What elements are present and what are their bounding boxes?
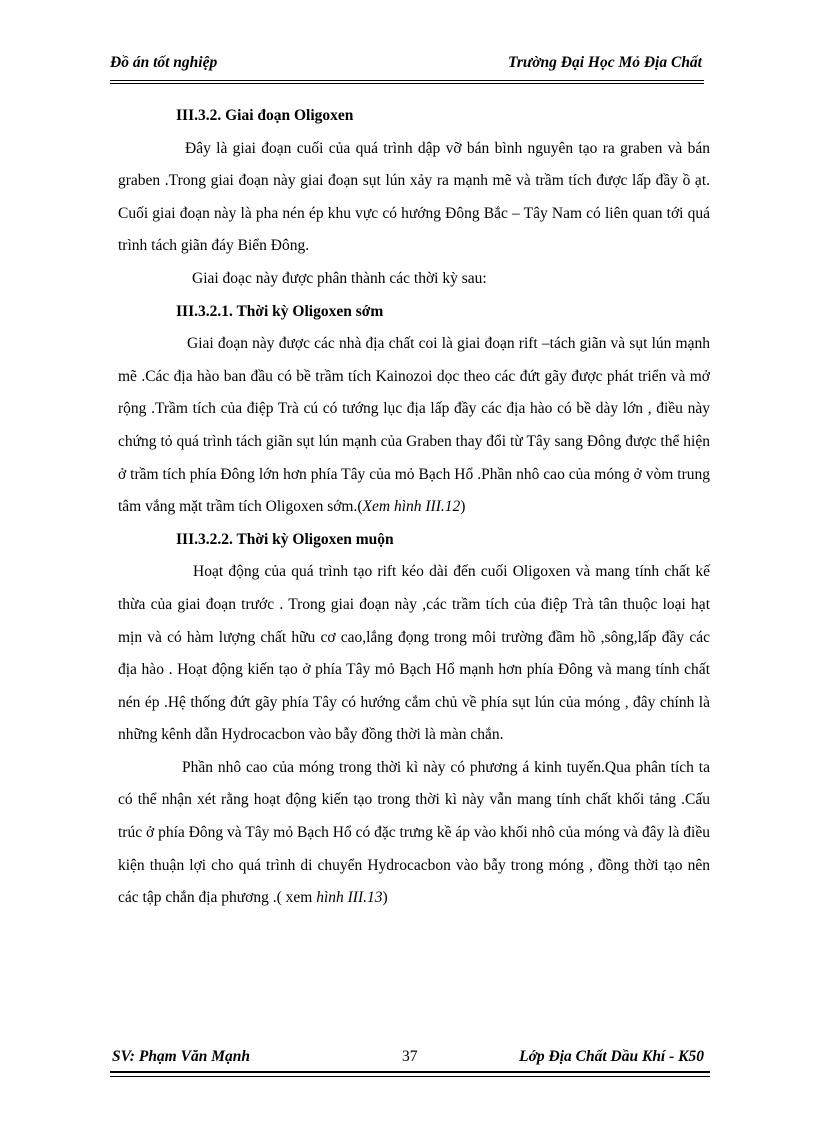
page-number: 37	[402, 1048, 418, 1065]
basement-high-end: )	[382, 889, 388, 907]
figure-ref-iii12: Xem hình III.12	[362, 498, 461, 516]
early-oligoxen-text: Giai đoạn này được các nhà địa chất coi là giai đoạn rift –tách giãn và sụt lún mạnh mẽ .Các địa hào ban đầu có bề trầm tích Kainozoi dọc theo các đứt gãy được phát triển và mở rộng .Trầm tích của điệp Trà cú có tướng lục địa lấp đầy các địa hào có bề dày lớn , điều này chứng tỏ quá trình tách giãn sụt lún mạnh của Graben thay đổi từ Tây sang Đông được thể hiện ở trầm tích phía Đông lớn hơn phía Tây của mỏ Bạch Hổ .Phần nhô cao của móng ở vòm trung tâm vắng mặt trầm tích Oligoxen sớm.(	[118, 335, 710, 516]
paragraph-oligoxen-phases: Giai đoạc này được phân thành các thời kỳ sau:	[192, 269, 487, 287]
header-thesis-label: Đồ án tốt nghiệp	[110, 54, 218, 71]
footer-class: Lớp Địa Chất Dầu Khí - K50	[519, 1048, 704, 1065]
paragraph-oligoxen-intro: Đây là giai đoạn cuối của quá trình dập vỡ bán bình nguyên tạo ra graben và bán graben .Trong giai đoạn này giai đoạn sụt lún xảy ra mạnh mẽ và trầm tích được lấp đầy ồ ạt. Cuối giai đoạn này là pha nén ép khu vực có hướng Đông Bắc – Tây Nam có liên quan tới quá trình tách giãn đáy Biển Đông.	[118, 139, 710, 255]
footer-rule	[110, 1071, 710, 1073]
section-title-late-oligoxen: III.3.2.2. Thời kỳ Oligoxen muộn	[176, 530, 394, 548]
basement-high-text: Phần nhô cao của móng trong thời kì này có phương á kinh tuyến.Qua phân tích ta có thể nhận xét rằng hoạt động kiến tạo trong thời kì này vẫn mang tính chất khối tảng .Cấu trúc ở phía Đông và Tây mỏ Bạch Hổ có đặc trưng kề áp vào khối nhô của móng và đây là điều kiện thuận lợi cho quá trình di chuyển Hydrocacbon vào bẫy trong móng , đồng thời tạo nên các tập chắn địa phương .( xem	[118, 758, 710, 907]
section-title-oligoxen: III.3.2. Giai đoạn Oligoxen	[176, 107, 354, 124]
paragraph-late-oligoxen: Hoạt động của quá trình tạo rift kéo dài đến cuối Oligoxen và mang tính chất kế thừa của giai đoạn trước . Trong giai đoạn này ,các trầm tích của điệp Trà tân thuộc loại hạt mịn và có hàm lượng chất hữu cơ cao,lắng đọng trong môi trường đầm hồ ,sông,lấp đầy các địa hào . Hoạt động kiến tạo ở phía Tây mỏ Bạch Hổ mạnh hơn phía Đông và mang tính chất nén ép .Hệ thống đứt gãy phía Tây có hướng cắm chủ về phía sụt lún của móng , đây chính là những kênh dẫn Hydrocacbon vào bẫy đồng thời là màn chắn.	[118, 563, 710, 744]
header-rule	[110, 80, 704, 81]
paragraph-basement-high	[118, 752, 710, 915]
header-university: Trường Đại Học Mỏ Địa Chất	[507, 54, 702, 71]
footer-student: SV: Phạm Văn Mạnh	[112, 1048, 250, 1065]
page-body	[118, 100, 710, 915]
page-footer	[112, 1048, 704, 1072]
paragraph-early-oligoxen	[118, 328, 710, 524]
figure-ref-iii13: hình III.13	[316, 889, 383, 907]
header-rule-thin	[110, 83, 704, 84]
footer-rule-thin	[110, 1076, 710, 1077]
section-title-early-oligoxen: III.3.2.1. Thời kỳ Oligoxen sớm	[176, 302, 384, 320]
early-oligoxen-end: )	[460, 498, 466, 516]
page-header	[110, 54, 702, 78]
